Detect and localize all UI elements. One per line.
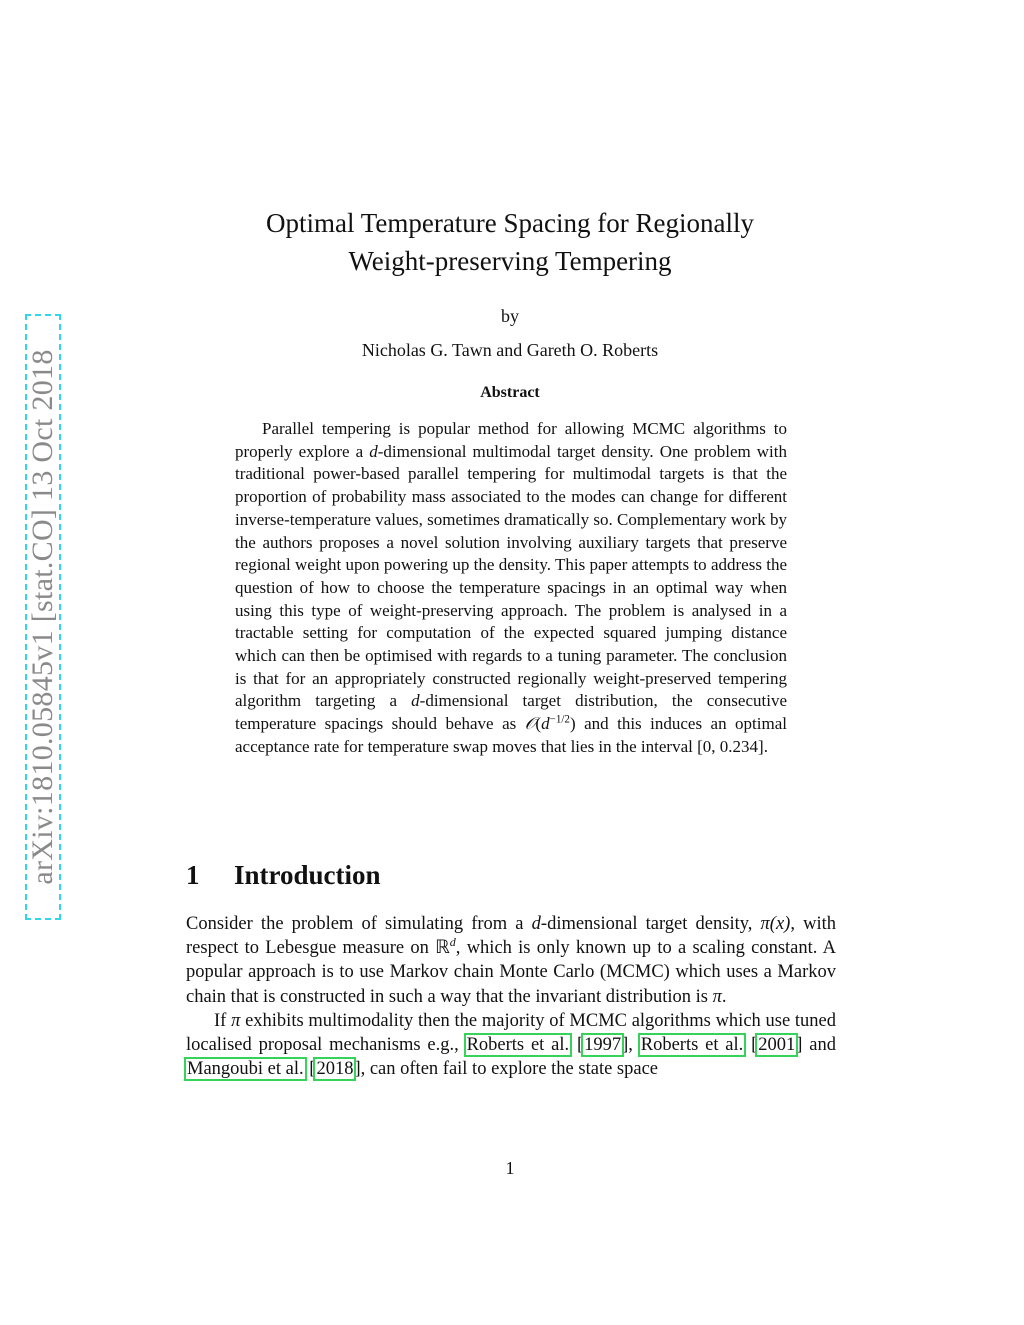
title-line-2: Weight-preserving Tempering xyxy=(348,246,672,276)
introduction-body xyxy=(186,912,836,1081)
citation-author-link[interactable]: Mangoubi et al. xyxy=(187,1059,304,1080)
citation-year-link[interactable]: 1997 xyxy=(584,1035,622,1056)
abstract-paragraph xyxy=(235,418,787,759)
citation-author-link[interactable]: Roberts et al. xyxy=(466,1035,570,1056)
math-var: d xyxy=(541,714,550,734)
body-text: ], xyxy=(622,1035,640,1056)
intro-paragraph-2 xyxy=(186,1009,836,1082)
math-big-o: 𝒪 xyxy=(524,714,536,734)
big-o-expression xyxy=(525,714,576,733)
abstract-heading: Abstract xyxy=(480,384,540,401)
body-text: -dimensional target density, xyxy=(540,914,761,934)
math-interval: [0, 0.234] xyxy=(697,736,764,756)
intro-paragraph-1 xyxy=(186,912,836,1009)
body-text: Consider the problem of simulating from a xyxy=(186,914,532,934)
citation-author-link[interactable]: Roberts et al. xyxy=(640,1035,744,1056)
author-list: Nicholas G. Tawn and Gareth O. Roberts xyxy=(361,340,659,360)
abstract-text: . xyxy=(763,736,768,756)
body-text: , with respect to Lebesgue measure on xyxy=(186,914,836,959)
paper-title xyxy=(200,204,820,280)
title-line-1: Optimal Temperature Spacing for Regionally xyxy=(266,208,754,238)
math-exponent: −1/2 xyxy=(549,713,570,726)
section-number: 1 xyxy=(186,860,200,890)
body-text: exhibits multimodality then the majority of MCMC algorithms which use tuned localised proposal mechanisms e.g., xyxy=(186,1010,837,1056)
body-text: ] and xyxy=(796,1035,836,1056)
body-text: [ xyxy=(570,1035,584,1056)
abstract-text: -dimensional target distribution, the consecutive temperature spacings should behave as xyxy=(235,691,787,734)
citation-year-link[interactable]: 2001 xyxy=(758,1035,796,1056)
math-paren: ( xyxy=(535,714,542,734)
abstract-text: -dimensional multimodal target density. One problem with traditional power-based parallel tempering for multimodal targets is that the proportion of probability mass associated to the modes can change for different inverse-temperature values, sometimes dramatically so. Complementary work by the authors proposes a novel solution involving auxiliary targets that preserve regional weight upon powering up the density. This paper attempts to address the question of how to choose the temperature spacings in an optimal way when using this type of weight-preserving approach. The problem is analysed in a tractable setting for computation of the expected squared jumping distance which can then be optimised with regards to a tuning parameter. The conclusion is that for an appropriately constructed regionally weight-preserved tempering algorithm targeting a xyxy=(235,441,787,711)
section-title: Introduction xyxy=(234,860,381,890)
math-var: π xyxy=(712,986,722,1007)
math-exponent: d xyxy=(449,935,456,950)
math-expression: π(x) xyxy=(760,914,791,934)
section-heading xyxy=(186,860,381,891)
abstract-text: Parallel tempering is popular method for allowing MCMC algorithms to properly explore a xyxy=(235,419,787,461)
body-text: , which is only known up to a scaling constant. A popular approach is to use Markov chain Monte Carlo (MCMC) which uses a Markov chain that is constructed in such a way that the invariant distribution is xyxy=(186,938,836,1007)
body-text: [ xyxy=(744,1035,758,1056)
abstract-body xyxy=(235,418,787,759)
arxiv-stamp[interactable] xyxy=(25,314,61,920)
by-line: by xyxy=(501,306,519,326)
body-text: ], can often fail to explore the state space xyxy=(354,1059,659,1080)
abstract-text: and this induces an optimal acceptance rate for temperature swap moves that lies in the interval xyxy=(235,714,787,756)
body-text: [ xyxy=(304,1059,316,1080)
math-var: π xyxy=(231,1010,241,1031)
arxiv-identifier[interactable]: arXiv:1810.05845v1 [stat.CO] 13 Oct 2018 xyxy=(26,349,59,885)
citation-year-link[interactable]: 2018 xyxy=(316,1059,354,1080)
math-paren: ) xyxy=(569,714,576,734)
math-var: d xyxy=(531,914,541,934)
body-text: . xyxy=(721,986,727,1007)
body-text: If xyxy=(214,1010,232,1031)
math-reals: ℝ xyxy=(435,938,450,959)
page-number: 1 xyxy=(505,1158,515,1178)
math-var: d xyxy=(369,441,378,461)
math-var: d xyxy=(411,691,420,711)
